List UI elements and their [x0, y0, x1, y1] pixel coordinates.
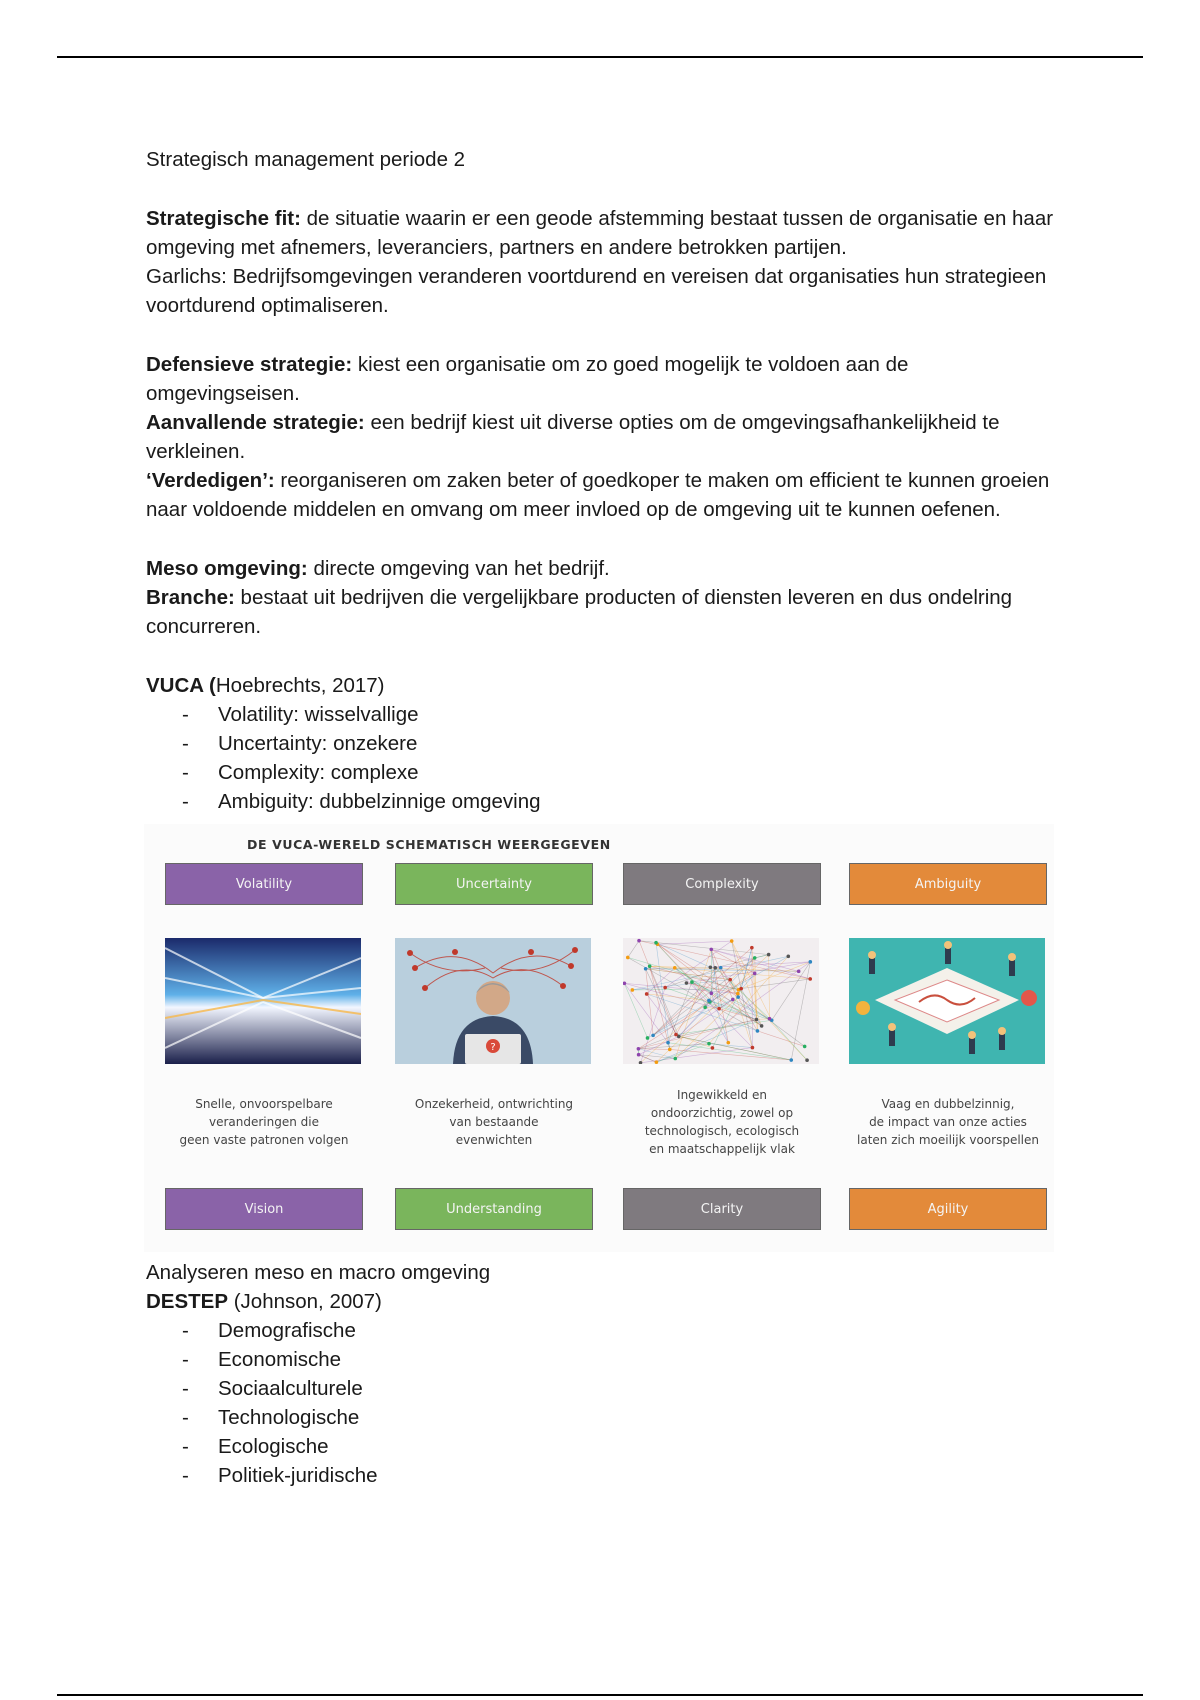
term-branche: Branche:	[146, 586, 235, 609]
list-item: - Demografische	[146, 1316, 1066, 1345]
figure-title: DE VUCA-WERELD SCHEMATISCH WEERGEGEVEN	[247, 837, 611, 852]
description-ambiguity	[849, 1082, 1047, 1162]
agile-team-image	[849, 938, 1045, 1064]
destep-source: (Johnson, 2007)	[228, 1290, 382, 1313]
term-defensive: Defensieve strategie:	[146, 353, 353, 376]
description-uncertainty	[395, 1082, 593, 1162]
text-meso: directe omgeving van het bedrijf.	[307, 557, 610, 580]
footer-rule	[57, 1694, 1143, 1696]
label-volatility: Volatility	[165, 863, 363, 905]
figure-column-uncertainty	[395, 824, 593, 1252]
description-text: Vaag en dubbelzinnig, de impact van onze acties laten zich moeilijk voorspellen	[857, 1097, 1039, 1147]
figure-column-complexity	[623, 824, 821, 1252]
paragraph-offensive	[146, 408, 1066, 466]
term-meso: Meso omgeving:	[146, 557, 308, 580]
svg-text:?: ?	[490, 1042, 496, 1053]
list-item: - Ecologische	[146, 1432, 1066, 1461]
figure-column-volatility	[165, 824, 363, 1252]
paragraph-garlichs: Garlichs: Bedrijfsomgevingen veranderen voortdurend en vereisen dat organisaties hun strategieen voortdurend optimaliseren.	[146, 265, 1047, 317]
description-complexity	[623, 1082, 821, 1162]
vuca-figure	[144, 824, 1054, 1252]
term-offensive: Aanvallende strategie:	[146, 411, 365, 434]
vuca-heading	[146, 671, 1066, 700]
list-item: - Sociaalculturele	[146, 1374, 1066, 1403]
description-text: Onzekerheid, ontwrichting van bestaande evenwichten	[414, 1097, 574, 1147]
paragraph-defensive	[146, 350, 1066, 408]
paragraph-meso	[146, 554, 1066, 583]
label-uncertainty: Uncertainty	[395, 863, 593, 905]
text-branche: bestaat uit bedrijven die vergelijkbare producten of diensten leveren en dus ondelring concurreren.	[146, 586, 1013, 638]
list-item: - Technologische	[146, 1403, 1066, 1432]
page-title: Strategisch management periode 2	[146, 148, 466, 171]
figure-column-ambiguity	[849, 824, 1047, 1252]
list-item: - Ambiguity: dubbelzinnige omgeving	[146, 787, 1066, 816]
text-defend: reorganiseren om zaken beter of goedkoper te maken om efficient te kunnen groeien naar voldoende middelen en omvang om meer invloed op de omgeving uit te kunnen oefenen.	[146, 469, 1050, 521]
paragraph-defend	[146, 466, 1066, 524]
description-text: Snelle, onvoorspelbare veranderingen die geen vaste patronen volgen	[179, 1097, 349, 1147]
list-item: - Complexity: complexe	[146, 758, 1066, 787]
paragraph-branche	[146, 583, 1066, 641]
label-complexity: Complexity	[623, 863, 821, 905]
vuca-list	[146, 700, 1066, 816]
header-rule	[57, 56, 1143, 58]
thinking-man-image	[395, 938, 591, 1064]
label-clarity: Clarity	[623, 1188, 821, 1230]
destep-heading	[146, 1287, 1066, 1316]
analysis-heading: Analyseren meso en macro omgeving	[146, 1261, 491, 1284]
list-item: - Volatility: wisselvallige	[146, 700, 1066, 729]
vuca-source: Hoebrechts, 2017)	[215, 674, 385, 697]
term-defend: ‘Verdedigen’:	[146, 469, 275, 492]
document-body	[146, 145, 1066, 1490]
destep-list	[146, 1316, 1066, 1490]
text-strategic-fit: de situatie waarin er een geode afstemming bestaat tussen de organisatie en haar omgeving met afnemers, leveranciers, partners en andere betrokken partijen.	[146, 207, 1054, 259]
list-item: - Uncertainty: onzekere	[146, 729, 1066, 758]
speed-light-image	[165, 938, 361, 1064]
label-understanding: Understanding	[395, 1188, 593, 1230]
label-agility: Agility	[849, 1188, 1047, 1230]
list-item: - Politiek-juridische	[146, 1461, 1066, 1490]
label-ambiguity: Ambiguity	[849, 863, 1047, 905]
term-strategic-fit: Strategische fit:	[146, 207, 301, 230]
label-vision: Vision	[165, 1188, 363, 1230]
paragraph-strategic-fit	[146, 204, 1066, 262]
description-text: Ingewikkeld en ondoorzichtig, zowel op technologisch, ecologisch en maatschappelijk vlak	[644, 1088, 800, 1156]
network-image	[623, 938, 819, 1064]
text-defensive: kiest een organisatie om zo goed mogelijk te voldoen aan de omgevingseisen.	[146, 353, 909, 405]
list-item: - Economische	[146, 1345, 1066, 1374]
term-vuca: VUCA (	[146, 674, 216, 697]
term-destep: DESTEP	[146, 1290, 229, 1313]
text-offensive: een bedrijf kiest uit diverse opties om de omgevingsafhankelijkheid te verkleinen.	[146, 411, 1000, 463]
description-volatility	[165, 1082, 363, 1162]
